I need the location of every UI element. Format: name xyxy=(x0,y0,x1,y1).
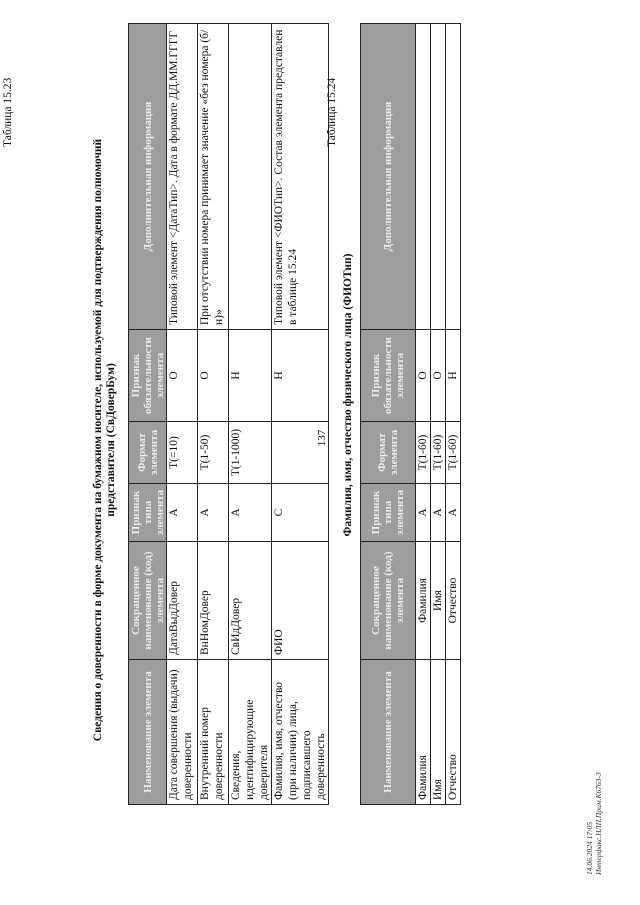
column-header: Признак обязательности элемента xyxy=(129,330,167,422)
table-header-row xyxy=(361,24,416,805)
table-cell: Имя xyxy=(431,660,446,805)
table-cell: О xyxy=(431,330,446,422)
column-header: Признак типа элемента xyxy=(361,484,416,542)
column-header: Дополнительная информация xyxy=(361,24,416,330)
data-table xyxy=(128,23,329,805)
column-header: Признак обязательности элемента xyxy=(361,330,416,422)
table-cell: ФИО xyxy=(272,542,329,660)
table-cell: Отчество xyxy=(446,660,461,805)
table-cell: А xyxy=(198,484,229,542)
column-header: Формат элемента xyxy=(361,422,416,484)
stamp-line: 14.06.2024 17:05 xyxy=(585,821,594,875)
table-row xyxy=(167,24,198,805)
table-cell: ДатаВыдДовер xyxy=(167,542,198,660)
table-cell: Отчество xyxy=(446,542,461,660)
table-cell: А xyxy=(431,484,446,542)
table-cell xyxy=(272,422,329,484)
column-header: Наименование элемента xyxy=(361,660,416,805)
table-row xyxy=(198,24,229,805)
table-cell: ВнНомДовер xyxy=(198,542,229,660)
table-cell: Фамилия xyxy=(416,542,431,660)
table-cell: О xyxy=(167,330,198,422)
table-cell: T(1-60) xyxy=(431,422,446,484)
column-header: Формат элемента xyxy=(129,422,167,484)
table-caption: Фамилия, имя, отчество физического лица (ФИОТип) xyxy=(342,253,354,537)
table-caption xyxy=(92,95,118,785)
table-cell: При отсутствии номера принимает значение «без номера (б/н)» xyxy=(198,24,229,330)
table-label: Таблица 15.24 xyxy=(326,77,338,147)
table-cell: T(1-60) xyxy=(446,422,461,484)
table-cell xyxy=(446,24,461,330)
table-row xyxy=(416,24,431,805)
table-cell: Н xyxy=(272,330,329,422)
table-cell: О xyxy=(198,330,229,422)
table-cell xyxy=(229,24,272,330)
caption-line: Сведения о доверенности в форме документа на бумажном носителе, используемой для подтверждения полномочий xyxy=(92,138,104,742)
table-cell: Внутренний номер доверенности xyxy=(198,660,229,805)
column-header: Признак типа элемента xyxy=(129,484,167,542)
table-row xyxy=(229,24,272,805)
document-stamp xyxy=(585,745,611,875)
column-header: Сокращенное наименование (код) элемента xyxy=(361,542,416,660)
table-cell: Типовой элемент <ФИОТип>. Состав элемента представлен в таблице 15.24 xyxy=(272,24,329,330)
table-cell: T(1-50) xyxy=(198,422,229,484)
table-cell: T(1-1000) xyxy=(229,422,272,484)
table-row xyxy=(431,24,446,805)
table-cell: Фамилия xyxy=(416,660,431,805)
table-cell: Дата совершения (выдачи) доверенности xyxy=(167,660,198,805)
table-cell: Н xyxy=(446,330,461,422)
table-cell: T(1-60) xyxy=(416,422,431,484)
column-header: Сокращенное наименование (код) элемента xyxy=(129,542,167,660)
column-header: Дополнительная информация xyxy=(129,24,167,330)
caption-line: представителя (СвДоверБум) xyxy=(105,363,117,517)
table-cell: А xyxy=(446,484,461,542)
table-cell: А xyxy=(229,484,272,542)
page-number: 137 xyxy=(316,429,328,447)
table-label: Таблица 15.23 xyxy=(2,77,14,147)
table-cell: А xyxy=(416,484,431,542)
table-cell: T(=10) xyxy=(167,422,198,484)
table-header-row xyxy=(129,24,167,805)
table-cell: О xyxy=(416,330,431,422)
table-cell: Имя xyxy=(431,542,446,660)
data-table xyxy=(360,23,461,805)
table-cell: Фамилия, имя, отчество (при наличии) лица, подписавшего доверенность xyxy=(272,660,329,805)
table-cell: Сведения, идентифицирующие доверителя xyxy=(229,660,272,805)
stamp-line: Интерфакс.НЛП.Прим.К6763-3 xyxy=(594,772,603,875)
table-cell xyxy=(416,24,431,330)
table-cell: А xyxy=(167,484,198,542)
column-header: Наименование элемента xyxy=(129,660,167,805)
table-cell: С xyxy=(272,484,329,542)
table-row xyxy=(446,24,461,805)
table-row xyxy=(272,24,329,805)
table-cell: СвИдДовер xyxy=(229,542,272,660)
table-cell: Типовой элемент <ДатаТип>. Дата в формате ДД.ММ.ГГГГ xyxy=(167,24,198,330)
table-cell: Н xyxy=(229,330,272,422)
table-cell xyxy=(431,24,446,330)
